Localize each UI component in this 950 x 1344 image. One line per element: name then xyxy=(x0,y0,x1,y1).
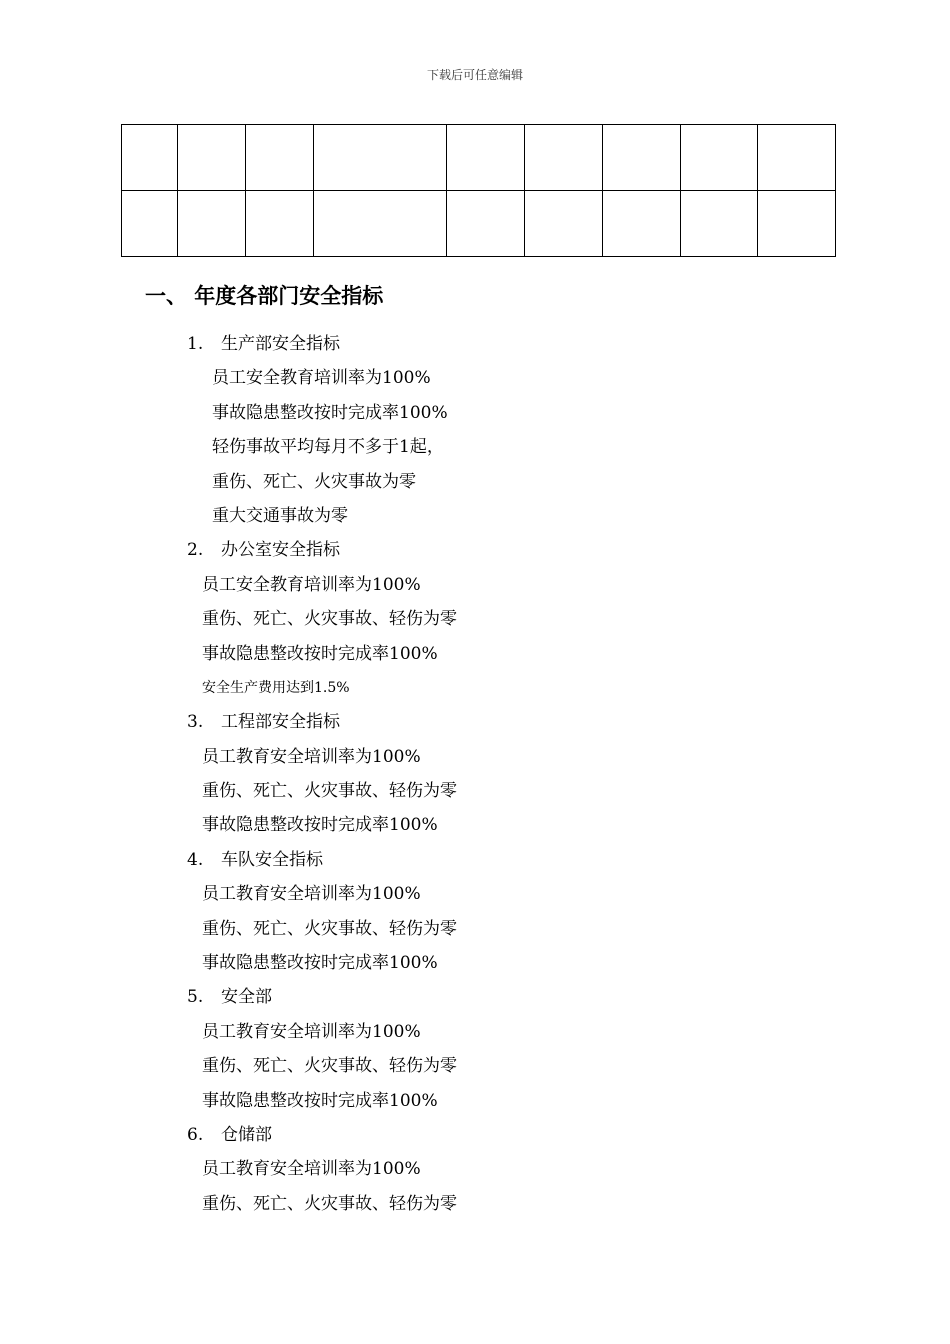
list-item: 轻伤事故平均每月不多于1起， xyxy=(212,437,444,458)
table-cell xyxy=(122,191,178,257)
list-item: 重伤、死亡、火灾事故、轻伤为零 xyxy=(202,781,457,802)
list-item: 事故隐患整改按时完成率100% xyxy=(202,643,438,664)
department-title: 安全部 xyxy=(221,987,272,1008)
table-cell xyxy=(122,125,178,191)
list-item: 事故隐患整改按时完成率100% xyxy=(212,402,448,423)
table-cell xyxy=(758,125,836,191)
list-item: 重大交通事故为零 xyxy=(212,505,348,526)
department-number: 1. xyxy=(187,334,204,354)
department-heading xyxy=(0,1118,950,1152)
department-number: 4. xyxy=(187,849,204,870)
table-cell xyxy=(447,191,525,257)
list-item: 员工安全教育培训率为100% xyxy=(212,368,431,389)
list-item: 事故隐患整改按时完成率100% xyxy=(202,953,438,974)
list-item: 事故隐患整改按时完成率100% xyxy=(202,815,438,836)
section-title: 一、 年度各部门安全指标 xyxy=(145,284,384,308)
header-note: 下载后可任意编辑 xyxy=(426,68,523,82)
list-item: 员工教育安全培训率为100% xyxy=(202,1159,421,1180)
list-item: 重伤、死亡、火灾事故为零 xyxy=(212,471,416,492)
list-item: 员工教育安全培训率为100% xyxy=(202,884,421,905)
list-item: 员工教育安全培训率为100% xyxy=(202,746,421,767)
table-cell xyxy=(525,125,603,191)
list-item: 员工教育安全培训率为100% xyxy=(202,1021,421,1042)
table-cell xyxy=(603,125,681,191)
department-title: 工程部安全指标 xyxy=(221,712,340,733)
table-cell xyxy=(314,191,447,257)
table-row xyxy=(122,125,836,191)
table-cell xyxy=(246,191,314,257)
table-cell xyxy=(447,125,525,191)
department-heading xyxy=(0,327,950,361)
department-heading xyxy=(0,843,950,877)
department-title: 仓储部 xyxy=(221,1124,272,1145)
list-item: 重伤、死亡、火灾事故、轻伤为零 xyxy=(202,1193,457,1214)
table-cell xyxy=(178,125,246,191)
table-row xyxy=(122,191,836,257)
list-item: 员工安全教育培训率为100% xyxy=(202,574,421,595)
department-list xyxy=(0,327,950,1221)
table-cell xyxy=(246,125,314,191)
list-item: 事故隐患整改按时完成率100% xyxy=(202,1090,438,1111)
department-heading xyxy=(0,533,950,567)
list-item: 重伤、死亡、火灾事故、轻伤为零 xyxy=(202,609,457,630)
department-number: 2. xyxy=(187,540,204,561)
department-number: 3. xyxy=(187,712,204,733)
empty-table xyxy=(121,124,836,257)
table-cell xyxy=(525,191,603,257)
department-title: 办公室安全指标 xyxy=(221,540,340,561)
table-cell xyxy=(681,191,758,257)
table-cell xyxy=(681,125,758,191)
department-number: 6. xyxy=(187,1124,204,1145)
table-cell xyxy=(314,125,447,191)
department-heading xyxy=(0,705,950,739)
department-number: 5. xyxy=(187,987,204,1008)
table-cell xyxy=(758,191,836,257)
department-title: 车队安全指标 xyxy=(221,849,323,870)
table-cell xyxy=(178,191,246,257)
table-cell xyxy=(603,191,681,257)
department-heading xyxy=(0,980,950,1014)
list-item: 重伤、死亡、火灾事故、轻伤为零 xyxy=(202,918,457,939)
list-item: 重伤、死亡、火灾事故、轻伤为零 xyxy=(202,1056,457,1077)
list-item: 安全生产费用达到1.5% xyxy=(202,679,350,696)
department-title: 生产部安全指标 xyxy=(221,334,340,354)
